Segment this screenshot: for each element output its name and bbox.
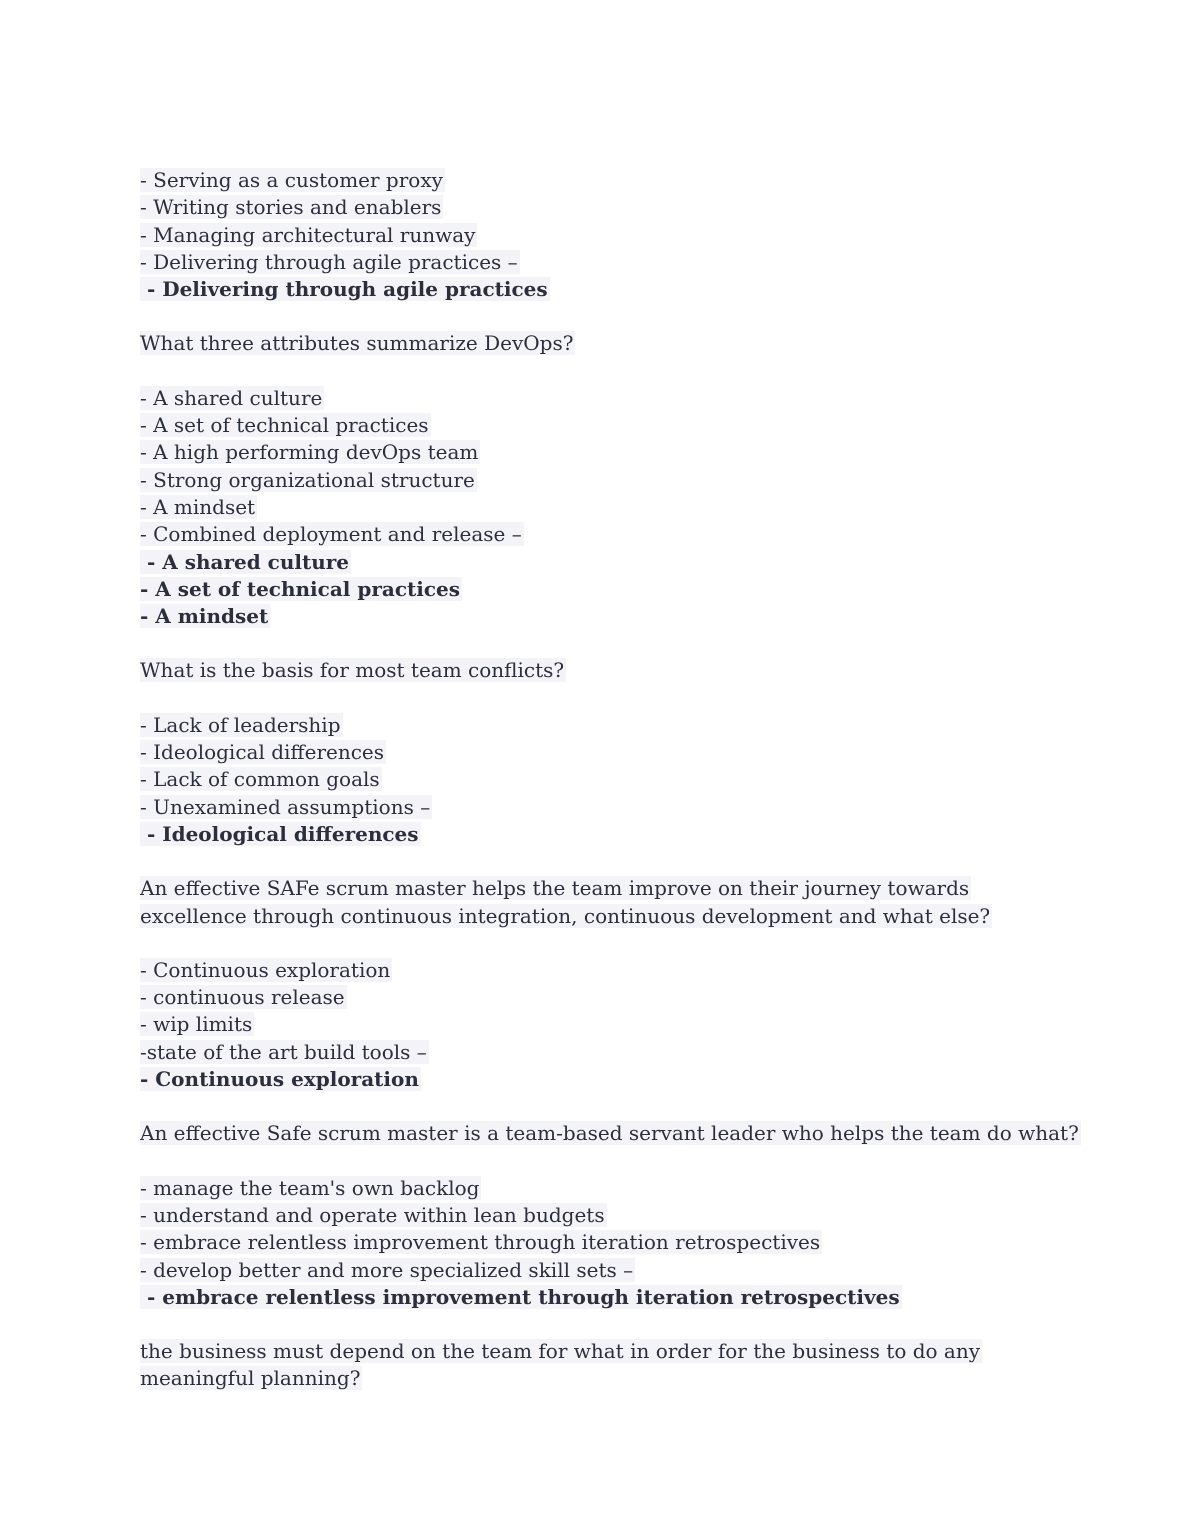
line-text: - Serving as a customer proxy	[140, 168, 443, 192]
text-line	[140, 1202, 1070, 1229]
correct-answer-line	[140, 603, 1070, 630]
text-line	[140, 412, 1070, 439]
text-line	[140, 1039, 1070, 1066]
text-line	[140, 439, 1070, 466]
text-line	[140, 249, 1070, 276]
text-line	[140, 1257, 1070, 1284]
answer-options-devops	[140, 385, 1070, 631]
line-text: An effective SAFe scrum master helps the team improve on their journey towards	[140, 876, 970, 901]
line-text: - embrace relentless improvement through iteration retrospectives	[140, 1230, 821, 1255]
line-text: - Unexamined assumptions –	[140, 794, 431, 819]
line-text: - understand and operate within lean budgets	[140, 1202, 605, 1227]
correct-answer-text: - Delivering through agile practices	[140, 277, 548, 302]
line-text: - Delivering through agile practices –	[140, 249, 518, 274]
line-text: - manage the team's own backlog	[140, 1175, 480, 1200]
line-text: - A high performing devOps team	[140, 440, 479, 465]
correct-answer-line	[140, 1284, 1070, 1311]
line-text: - A mindset	[140, 494, 256, 519]
line-text: - A set of technical practices	[140, 413, 429, 438]
line-text: What is the basis for most team conflicts?	[140, 658, 565, 683]
question-business-planning	[140, 1338, 1070, 1393]
text-line	[140, 984, 1070, 1011]
text-line	[140, 794, 1070, 821]
text-line	[140, 330, 1070, 357]
text-line	[140, 494, 1070, 521]
correct-answer-text: - A shared culture	[140, 549, 350, 574]
correct-answer-text: - Continuous exploration	[140, 1067, 419, 1092]
text-line	[140, 766, 1070, 793]
correct-answer-line	[140, 576, 1070, 603]
correct-answer-text: - A mindset	[140, 604, 269, 629]
text-line	[140, 712, 1070, 739]
correct-answer-line	[140, 276, 1070, 303]
correct-answer-text: - A set of technical practices	[140, 576, 461, 601]
line-text: An effective Safe scrum master is a team-based servant leader who helps the team do what?	[140, 1121, 1079, 1146]
text-line	[140, 521, 1070, 548]
text-line	[140, 1011, 1070, 1038]
text-line	[140, 1338, 1070, 1365]
text-line	[140, 1120, 1079, 1147]
correct-answer-text: - Ideological differences	[140, 821, 419, 846]
correct-answer-text: - embrace relentless improvement through iteration retrospectives	[140, 1284, 900, 1309]
line-text: meaningful planning?	[140, 1366, 361, 1391]
line-text: - Lack of common goals	[140, 767, 380, 792]
question-scrum-master-excellence	[140, 875, 1070, 930]
line-text: - Managing architectural runway	[140, 222, 476, 247]
correct-answer-line	[140, 1066, 1070, 1093]
line-text: - develop better and more specialized skill sets –	[140, 1257, 634, 1282]
line-text: - Lack of leadership	[140, 712, 341, 737]
text-line	[140, 739, 1070, 766]
text-line	[140, 467, 1070, 494]
answer-options-1	[140, 167, 1070, 303]
line-text: - Writing stories and enablers	[140, 195, 442, 220]
line-text: - Strong organizational structure	[140, 467, 475, 492]
answer-options-servant-leader	[140, 1175, 1070, 1311]
text-line	[140, 957, 1070, 984]
text-line	[140, 194, 1070, 221]
text-line	[140, 222, 1070, 249]
line-text: - wip limits	[140, 1012, 253, 1037]
line-text: - continuous release	[140, 985, 345, 1010]
line-text: - Ideological differences	[140, 740, 385, 765]
line-text: the business must depend on the team for what in order for the business to do any	[140, 1339, 981, 1364]
text-line	[140, 903, 1070, 930]
text-line	[140, 1365, 1070, 1392]
line-text: What three attributes summarize DevOps?	[140, 331, 574, 356]
text-line	[140, 385, 1070, 412]
line-text: - A shared culture	[140, 385, 323, 410]
text-line	[140, 167, 1070, 194]
line-text: excellence through continuous integration, continuous development and what else?	[140, 903, 991, 928]
correct-answer-line	[140, 549, 1070, 576]
text-line	[140, 1175, 1070, 1202]
answer-options-scrum-master-excellence	[140, 957, 1070, 1093]
line-text: - Continuous exploration	[140, 957, 391, 982]
text-line	[140, 657, 1070, 684]
correct-answer-line	[140, 821, 1070, 848]
question-team-conflicts	[140, 657, 1070, 684]
question-devops	[140, 330, 1070, 357]
answer-options-team-conflicts	[140, 712, 1070, 848]
question-servant-leader	[140, 1120, 1079, 1147]
text-line	[140, 1229, 1070, 1256]
line-text: - Combined deployment and release –	[140, 522, 522, 547]
line-text: -state of the art build tools –	[140, 1039, 427, 1064]
document-content	[140, 167, 1079, 1420]
text-line	[140, 875, 1070, 902]
